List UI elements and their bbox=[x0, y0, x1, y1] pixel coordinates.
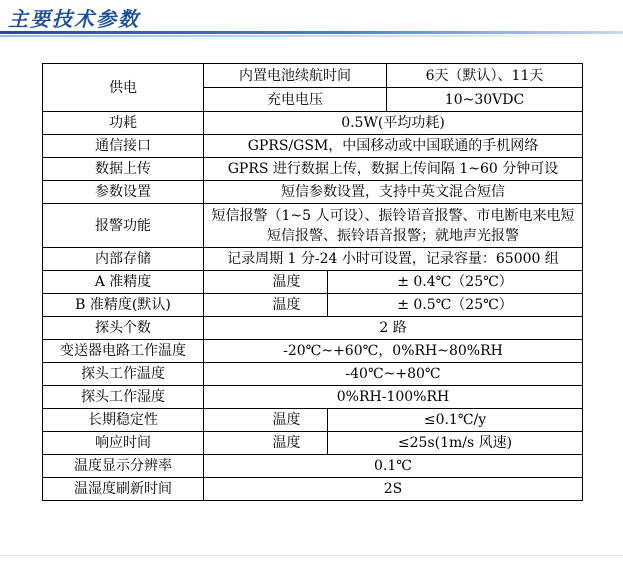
comm-value: GPRS/GSM，中国移动或中国联通的手机网络 bbox=[204, 135, 583, 158]
settings-label: 参数设置 bbox=[43, 181, 204, 204]
upload-label: 数据上传 bbox=[43, 158, 204, 181]
table-row bbox=[43, 340, 583, 363]
response-sub: 温度 bbox=[204, 432, 328, 455]
accuracy-a-value: ± 0.4℃（25℃） bbox=[328, 271, 583, 294]
table-row bbox=[43, 158, 583, 181]
charge-label: 充电电压 bbox=[204, 88, 387, 112]
probe-humidity-label: 探头工作湿度 bbox=[43, 386, 204, 409]
battery-value: 6天（默认）、11天 bbox=[387, 64, 583, 88]
section-title: 主要技术参数 bbox=[8, 7, 140, 31]
spec-table bbox=[42, 63, 583, 501]
table-row bbox=[43, 204, 583, 248]
header-underline-light bbox=[0, 35, 623, 37]
probe-temp-label: 探头工作温度 bbox=[43, 363, 204, 386]
comm-label: 通信接口 bbox=[43, 135, 204, 158]
table-row bbox=[43, 271, 583, 294]
response-value: ≤25s(1m/s 风速) bbox=[328, 432, 583, 455]
table-row bbox=[43, 455, 583, 478]
table-row bbox=[43, 181, 583, 204]
upload-value: GPRS 进行数据上传，数据上传间隔 1~60 分钟可设 bbox=[204, 158, 583, 181]
response-label: 响应时间 bbox=[43, 432, 204, 455]
table-row bbox=[43, 317, 583, 340]
power-value: 0.5W(平均功耗) bbox=[204, 112, 583, 135]
table-row bbox=[43, 386, 583, 409]
table-row bbox=[43, 64, 583, 88]
storage-value: 记录周期 1 分-24 小时可设置，记录容量：65000 组 bbox=[204, 248, 583, 271]
table-row bbox=[43, 409, 583, 432]
header-underline bbox=[0, 31, 623, 34]
table-row bbox=[43, 248, 583, 271]
battery-label: 内置电池续航时间 bbox=[204, 64, 387, 88]
accuracy-b-value: ± 0.5℃（25℃） bbox=[328, 294, 583, 317]
probe-humidity-value: 0%RH-100%RH bbox=[204, 386, 583, 409]
accuracy-b-sub: 温度 bbox=[204, 294, 328, 317]
table-row bbox=[43, 294, 583, 317]
probes-value: 2 路 bbox=[204, 317, 583, 340]
charge-value: 10~30VDC bbox=[387, 88, 583, 112]
stability-value: ≤0.1℃/y bbox=[328, 409, 583, 432]
resolution-value: 0.1℃ bbox=[204, 455, 583, 478]
refresh-value: 2S bbox=[204, 478, 583, 501]
accuracy-b-label: B 准精度(默认) bbox=[43, 294, 204, 317]
alarm-label: 报警功能 bbox=[43, 204, 204, 248]
section-header bbox=[0, 0, 623, 40]
table-row bbox=[43, 432, 583, 455]
accuracy-a-sub: 温度 bbox=[204, 271, 328, 294]
probe-temp-value: -40℃~+80℃ bbox=[204, 363, 583, 386]
transmitter-temp-value: -20℃~+60℃，0%RH~80%RH bbox=[204, 340, 583, 363]
page-bottom-divider bbox=[0, 555, 623, 556]
refresh-label: 温湿度刷新时间 bbox=[43, 478, 204, 501]
table-row bbox=[43, 478, 583, 501]
power-label: 功耗 bbox=[43, 112, 204, 135]
table-row bbox=[43, 112, 583, 135]
resolution-label: 温度显示分辨率 bbox=[43, 455, 204, 478]
table-row bbox=[43, 363, 583, 386]
stability-label: 长期稳定性 bbox=[43, 409, 204, 432]
transmitter-temp-label: 变送器电路工作温度 bbox=[43, 340, 204, 363]
probes-label: 探头个数 bbox=[43, 317, 204, 340]
supply-label: 供电 bbox=[43, 64, 204, 112]
accuracy-a-label: A 准精度 bbox=[43, 271, 204, 294]
table-row bbox=[43, 135, 583, 158]
storage-label: 内部存储 bbox=[43, 248, 204, 271]
settings-value: 短信参数设置，支持中英文混合短信 bbox=[204, 181, 583, 204]
stability-sub: 温度 bbox=[204, 409, 328, 432]
alarm-value: 短信报警（1~5 人可设）、振铃语音报警、市电断电来电短短信报警、振铃语音报警；就地声光报警 bbox=[204, 204, 583, 248]
